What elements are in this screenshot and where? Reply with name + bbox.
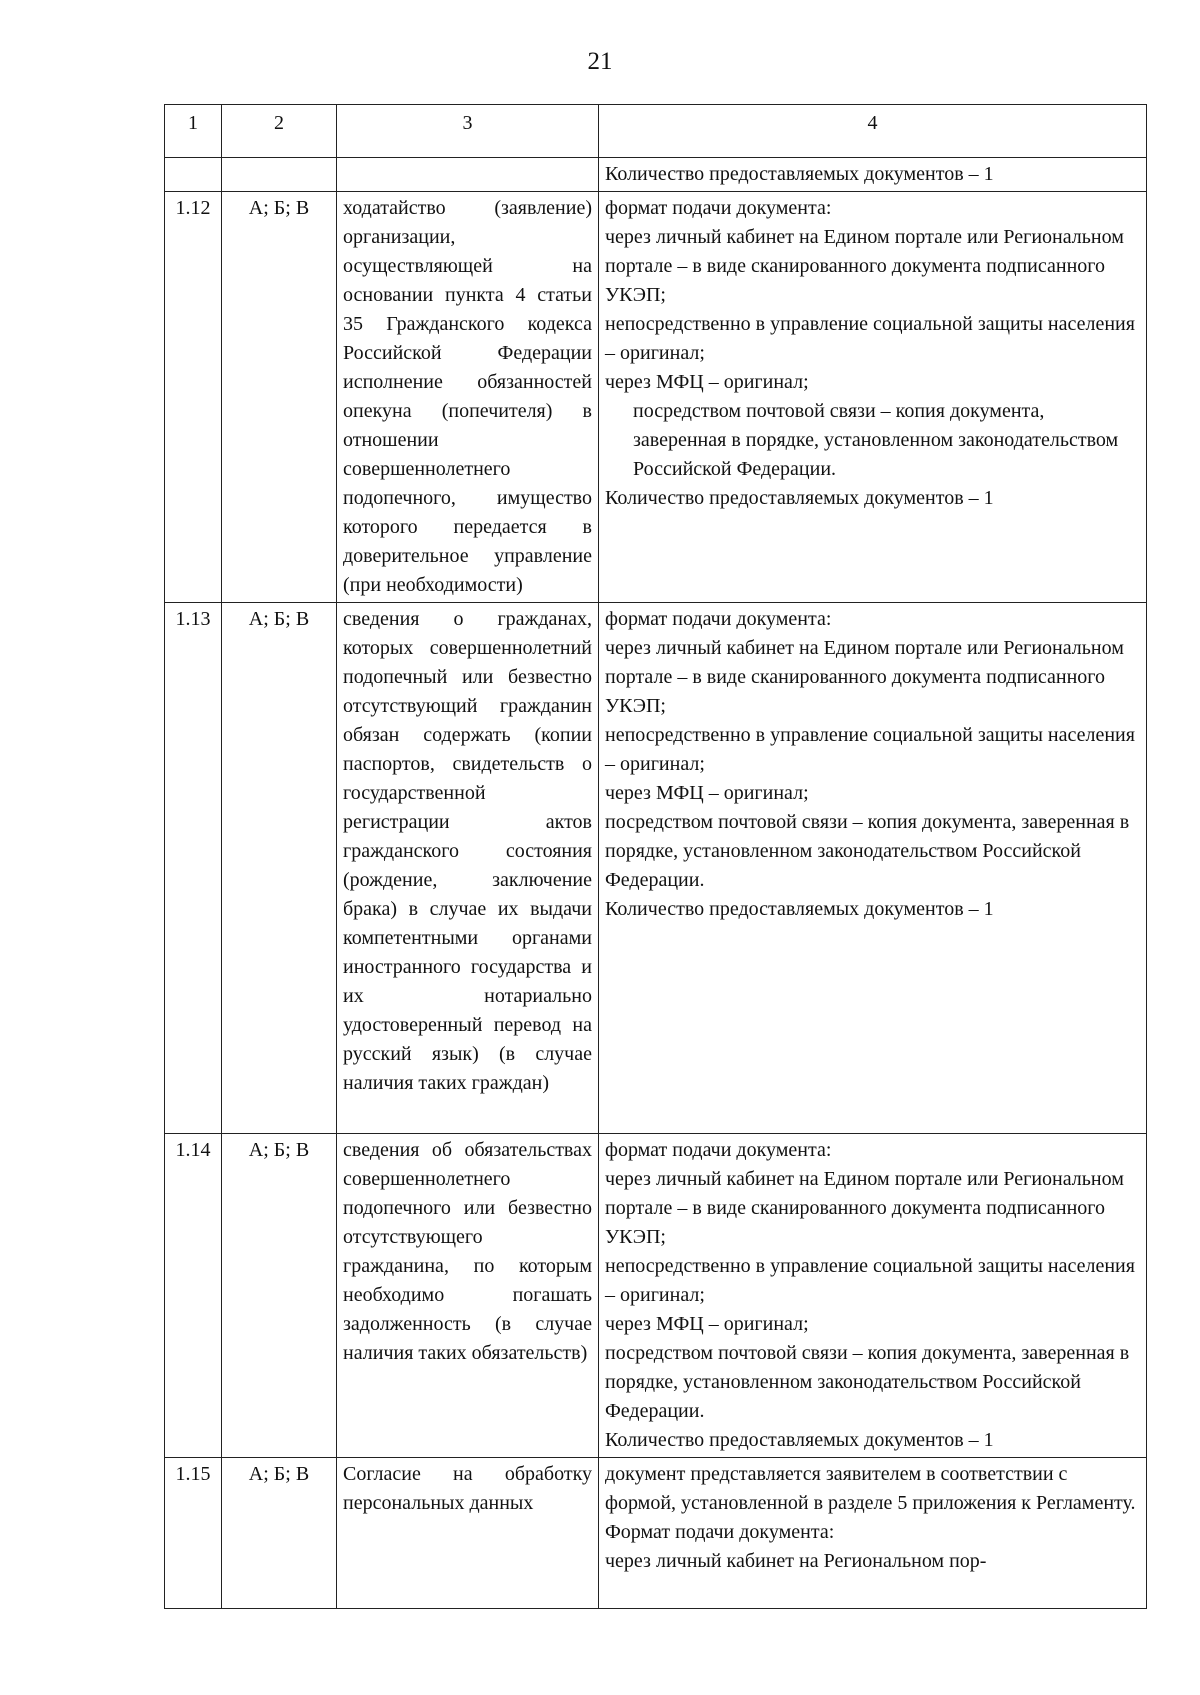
document-description: сведения о гражданах, которых совершеннолетний подопечный или безвестно отсутствующий гражданин обязан содержать (копии паспортов, свидетельств о государственной регистрации актов гражданского состояния (рождение, заключение брака) в случае их выдачи компетентными органами иностранного государства и их нотариально удостоверенный перевод на русский язык) (в случае наличия таких граждан) <box>337 603 599 1134</box>
format-post: посредством почтовой связи – копия документа, заверенная в порядке, установленном законодательством Российской Федерации. <box>633 400 1119 480</box>
format-direct: непосредственно в управление социальной защиты населения – оригинал; <box>605 724 1135 775</box>
applicant-categories: А; Б; В <box>222 1458 337 1609</box>
format-portal: через личный кабинет на Едином портале или Региональном портале – в виде сканированного документа подписанного УКЭП; <box>605 226 1124 306</box>
item-number: 1.13 <box>165 603 222 1134</box>
table-header-row <box>165 105 1147 158</box>
format-portal: через личный кабинет на Едином портале или Региональном портале – в виде сканированного документа подписанного УКЭП; <box>605 1168 1124 1248</box>
format-mfc: через МФЦ – оригинал; <box>605 371 809 393</box>
format-mfc: через МФЦ – оригинал; <box>605 782 809 804</box>
column-header-4: 4 <box>599 105 1147 158</box>
item-number: 1.14 <box>165 1134 222 1458</box>
column-header-1: 1 <box>165 105 222 158</box>
column-header-3: 3 <box>337 105 599 158</box>
format-post: посредством почтовой связи – копия документа, заверенная в порядке, установленном законодательством Российской Федерации. <box>605 1342 1130 1422</box>
format-post: посредством почтовой связи – копия документа, заверенная в порядке, установленном законодательством Российской Федерации. <box>605 811 1130 891</box>
page-number: 21 <box>587 48 613 75</box>
document-count: Количество предоставляемых документов – 1 <box>605 1429 994 1451</box>
format-direct: непосредственно в управление социальной защиты населения – оригинал; <box>605 1255 1135 1306</box>
cell-empty <box>337 158 599 192</box>
format-direct: непосредственно в управление социальной защиты населения – оригинал; <box>605 313 1135 364</box>
format-portal: через личный кабинет на Региональном пор- <box>605 1550 987 1572</box>
format-heading: формат подачи документа: <box>605 608 832 630</box>
format-heading: формат подачи документа: <box>605 197 832 219</box>
submission-format <box>599 603 1147 1134</box>
format-form-note: документ представляется заявителем в соответствии с формой, установленной в разделе 5 приложения к Регламенту. <box>605 1463 1136 1514</box>
submission-format <box>599 192 1147 603</box>
cell-empty <box>165 158 222 192</box>
table-row <box>165 603 1147 1134</box>
format-portal: через личный кабинет на Едином портале или Региональном портале – в виде сканированного документа подписанного УКЭП; <box>605 637 1124 717</box>
submission-format <box>599 1134 1147 1458</box>
item-number: 1.12 <box>165 192 222 603</box>
table-row <box>165 1134 1147 1458</box>
format-heading: Формат подачи документа: <box>605 1521 835 1543</box>
applicant-categories: А; Б; В <box>222 1134 337 1458</box>
column-header-2: 2 <box>222 105 337 158</box>
applicant-categories: А; Б; В <box>222 192 337 603</box>
document-description: Согласие на обработку персональных данных <box>337 1458 599 1609</box>
applicant-categories: А; Б; В <box>222 603 337 1134</box>
document-count: Количество предоставляемых документов – 1 <box>605 898 994 920</box>
table-row-continuation <box>165 158 1147 192</box>
table-row <box>165 192 1147 603</box>
cell-empty <box>222 158 337 192</box>
document-description: ходатайство (заявление) организации, осуществляющей на основании пункта 4 статьи 35 Гражданского кодекса Российской Федерации исполнение обязанностей опекуна (попечителя) в отношении совершеннолетнего подопечного, имущество которого передается в доверительное управление (при необходимости) <box>337 192 599 603</box>
item-number: 1.15 <box>165 1458 222 1609</box>
table-row <box>165 1458 1147 1609</box>
submission-format <box>599 1458 1147 1609</box>
format-heading: формат подачи документа: <box>605 1139 832 1161</box>
document-count: Количество предоставляемых документов – 1 <box>605 487 994 509</box>
requirements-table <box>164 104 1147 1609</box>
format-mfc: через МФЦ – оригинал; <box>605 1313 809 1335</box>
document-count: Количество предоставляемых документов – 1 <box>599 158 1147 192</box>
document-description: сведения об обязательствах совершеннолетнего подопечного или безвестно отсутствующего гражданина, по которым необходимо погашать задолженность (в случае наличия таких обязательств) <box>337 1134 599 1458</box>
